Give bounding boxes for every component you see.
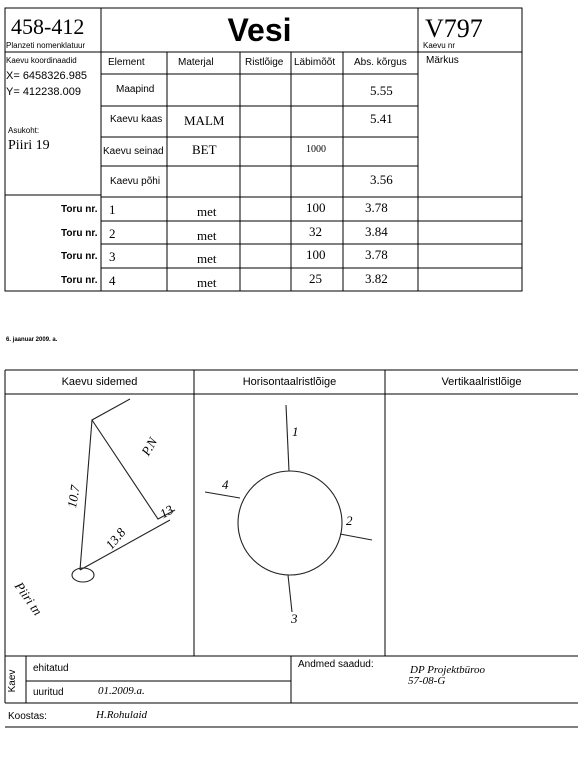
pipe-label: Toru nr.	[61, 275, 98, 286]
row-material: MALM	[184, 113, 225, 128]
built-label: ehitatud	[33, 663, 69, 674]
pipe-height: 3.78	[365, 200, 388, 215]
pipe-label: Toru nr.	[61, 228, 98, 239]
sketch-label: Piiri tn	[11, 578, 46, 619]
pipe-diameter: 25	[309, 271, 322, 286]
sheet-number: 458-412	[11, 14, 85, 39]
pipe-diameter: 100	[306, 247, 326, 262]
row-diameter: 1000	[306, 144, 326, 155]
pipe-height: 3.84	[365, 224, 388, 239]
row-element: Kaevu kaas	[110, 114, 163, 125]
pipe-sketch-label: 1	[292, 424, 299, 439]
sketch-label: 13.8	[102, 524, 129, 553]
connections-sketch	[72, 399, 175, 582]
pipe-number: 2	[109, 226, 116, 241]
pipe-label: Toru nr.	[61, 204, 98, 215]
pipe-sketch-label: 2	[346, 513, 353, 528]
surveyed-value: 01.2009.a.	[98, 685, 145, 697]
row-height: 5.41	[370, 111, 393, 126]
coords-label: Kaevu koordinaadid	[6, 56, 77, 65]
row-element: Kaevu põhi	[110, 176, 161, 187]
data-from-value: DP Projektbüroo	[410, 664, 486, 676]
section-connections-title: Kaevu sidemed	[61, 376, 138, 388]
author-value: H.Rohulaid	[96, 709, 148, 721]
pipe-number: 3	[109, 249, 116, 264]
col-header-height: Abs. kõrgus	[354, 57, 407, 68]
address-label: Asukoht:	[8, 126, 40, 135]
col-header-material: Materjal	[178, 57, 214, 68]
row-height: 5.55	[370, 83, 393, 98]
well-number-label: Kaevu nr	[423, 41, 456, 50]
row-material: BET	[192, 142, 217, 157]
col-header-cross: Ristlõige	[245, 57, 284, 68]
pipe-height: 3.82	[365, 271, 388, 286]
section-vertical-title: Vertikaalristlõige	[441, 376, 522, 388]
section-horizontal-title: Horisontaalristlõige	[242, 376, 337, 388]
sketch-label: P.N	[138, 434, 161, 459]
well-number: V797	[425, 14, 483, 43]
col-header-notes: Märkus	[426, 55, 459, 66]
pipe-material: met	[197, 275, 217, 290]
data-from-label: Andmed saadud:	[298, 659, 374, 670]
pipe-sketch-label: 3	[291, 611, 298, 626]
pipe-label: Toru nr.	[61, 251, 98, 262]
document-date: 6. jaanuar 2009. a.	[6, 337, 58, 343]
sketch-label: 13	[157, 501, 176, 522]
pipe-material: met	[197, 228, 217, 243]
address-value: Piiri 19	[8, 138, 50, 153]
coord-x: X= 6458326.985	[6, 70, 88, 82]
surveyed-label: uuritud	[33, 687, 64, 698]
data-from-code: 57-08-G	[408, 675, 446, 687]
sheet-number-label: Planzeti nomenklatuur	[6, 41, 86, 50]
pipe-sketch-label: 4	[222, 477, 229, 492]
footer-side-label: Kaev	[7, 669, 18, 693]
author-label: Koostas:	[8, 711, 47, 722]
pipe-diameter: 32	[309, 224, 322, 239]
horizontal-sketch	[205, 405, 372, 612]
pipe-number: 4	[109, 273, 116, 288]
pipe-diameter: 100	[306, 200, 326, 215]
col-header-diameter: Läbimõõt	[294, 57, 336, 68]
row-element: Maapind	[116, 84, 155, 95]
pipe-height: 3.78	[365, 247, 388, 262]
pipe-material: met	[197, 251, 217, 266]
pipe-number: 1	[109, 202, 116, 217]
sketch-label: 10.7	[64, 483, 83, 510]
col-header-element: Element	[108, 57, 145, 68]
document-title: Vesi	[227, 12, 292, 48]
pipe-material: met	[197, 204, 217, 219]
row-element: Kaevu seinad	[103, 146, 164, 157]
row-height: 3.56	[370, 172, 393, 187]
coord-y: Y= 412238.009	[6, 86, 81, 98]
